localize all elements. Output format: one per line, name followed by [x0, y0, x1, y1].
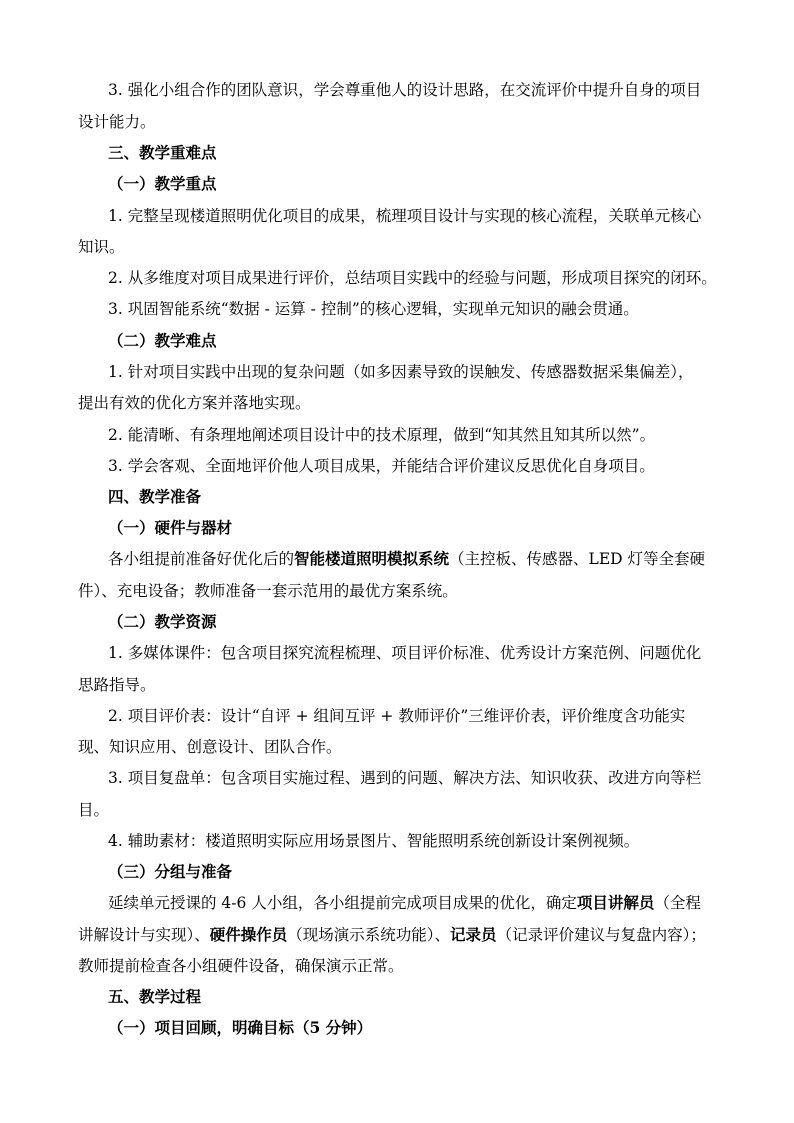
subsection-heading: （二）教学难点: [108, 331, 217, 350]
paragraph-line: 3. 学会客观、全面地评价他人项目成果，并能结合评价建议反思优化自身项目。: [108, 457, 655, 475]
paragraph-line: 2. 项目评价表：设计“自评 + 组间互评 + 教师评价”三维评价表，评价维度含功能实: [108, 707, 686, 725]
paragraph-line: 1. 针对项目实践中出现的复杂问题（如多因素导致的误触发、传感器数据采集偏差），: [108, 363, 694, 381]
paragraph-line: 1. 多媒体课件：包含项目探究流程梳理、项目评价标准、优秀设计方案范例、问题优化: [108, 644, 702, 662]
text-run: 讲解设计与实现）、: [78, 926, 210, 944]
paragraph-line: 3. 强化小组合作的团队意识，学会尊重他人的设计思路，在交流评价中提升自身的项目: [108, 81, 702, 99]
subsection-heading: （一）项目回顾，明确目标（5 分钟）: [108, 1018, 373, 1037]
paragraph-line: 3. 巩固智能系统“数据 - 运算 - 控制”的核心逻辑，实现单元知识的融会贯通。: [108, 300, 639, 318]
text-run: （主控板、传感器、LED 灯等全套硬: [449, 550, 705, 568]
paragraph-line: 知识。: [78, 238, 125, 256]
section-heading: 五、教学过程: [108, 987, 202, 1006]
section-heading: 四、教学准备: [108, 487, 202, 506]
emphasis-text: 硬件操作员: [209, 925, 288, 944]
text-run: 延续单元授课的 4-6 人小组，各小组提前完成项目成果的优化，确定: [108, 894, 577, 912]
paragraph-line: 目。: [78, 801, 110, 819]
paragraph-line: 提出有效的优化方案并落地实现。: [78, 394, 311, 412]
paragraph-line: 3. 项目复盘单：包含项目实施过程、遇到的问题、解决方法、知识收获、改进方向等栏: [108, 769, 702, 787]
paragraph-line: 2. 能清晰、有条理地阐述项目设计中的技术原理，做到“知其然且知其所以然”。: [108, 426, 656, 444]
subsection-heading: （三）分组与准备: [108, 862, 233, 881]
paragraph-line: 4. 辅助素材：楼道照明实际应用场景图片、智能照明系统创新设计案例视频。: [108, 832, 640, 850]
paragraph-line: [78, 925, 706, 945]
subsection-heading: （一）硬件与器材: [108, 518, 233, 537]
paragraph-line: 现、知识应用、创意设计、团队合作。: [78, 738, 342, 756]
paragraph-line: [108, 893, 701, 913]
text-run: 各小组提前准备好优化后的: [108, 550, 295, 568]
emphasis-text: 记录员: [450, 925, 497, 944]
emphasis-text: 项目讲解员: [576, 893, 655, 912]
paragraph-line: 件）、充电设备；教师准备一套示范用的最优方案系统。: [78, 582, 458, 600]
paragraph-line: 2. 从多维度对项目成果进行评价，总结项目实践中的经验与问题，形成项目探究的闭环。: [108, 269, 717, 287]
paragraph-line: 教师提前检查各小组硬件设备，确保演示正常。: [78, 957, 404, 975]
subsection-heading: （二）教学资源: [108, 612, 217, 631]
subsection-heading: （一）教学重点: [108, 174, 217, 193]
text-run: （记录评价建议与复盘内容）；: [496, 926, 706, 944]
paragraph-line: 设计能力。: [78, 113, 156, 131]
paragraph-line: 思路指导。: [78, 676, 156, 694]
text-run: （现场演示系统功能）、: [287, 926, 451, 944]
paragraph-line: 1. 完整呈现楼道照明优化项目的成果，梳理项目设计与实现的核心流程，关联单元核心: [108, 207, 702, 225]
text-run: （全程: [654, 894, 701, 912]
section-heading: 三、教学重难点: [108, 143, 217, 162]
emphasis-text: 智能楼道照明模拟系统: [294, 549, 450, 568]
paragraph-line: [108, 549, 705, 569]
